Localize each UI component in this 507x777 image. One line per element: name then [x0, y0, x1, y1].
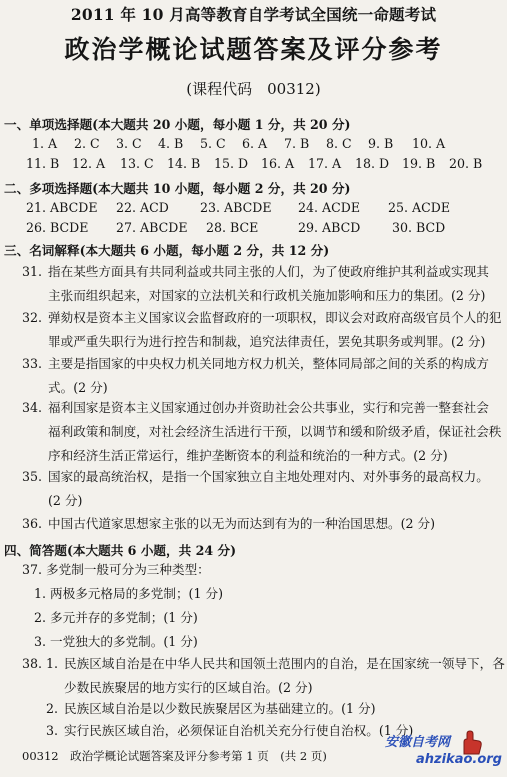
answer: 26. BCDE	[26, 220, 89, 235]
question-38-point-2: 2. 民族区域自治是以少数民族聚居区为基础建立的。(1 分)	[46, 701, 376, 716]
exam-line: 2011 年 10 月高等教育自学考试全国统一命题考试	[70, 5, 437, 24]
definition-34: 34. 福利国家是资本主义国家通过创办并资助社会公共事业，实行和完善一整套社会 福利政策和制度，对社会经济生活进行干预，以调节和缓和阶级矛盾，保证社会秩 序和经济生活正常运行，维护垄断资本的利益和统治的一种方式。(2 分)	[22, 400, 502, 463]
answer: 1. A	[32, 136, 58, 151]
answer: 15. D	[214, 156, 249, 171]
answer: 23. ABCDE	[200, 200, 272, 215]
question-38-point-1: 38. 1. 民族区域自治是在中华人民共和国领土范围内的自治，是在国家统一领导下，各 少数民族聚居的地方实行的区域自治。(2 分)	[22, 656, 505, 695]
answer: 8. C	[326, 136, 352, 151]
answer: 9. B	[368, 136, 394, 151]
page-footer: 00312 政治学概论试题答案及评分参考第 1 页 (共 2 页)	[22, 749, 327, 763]
question-37-point: 3. 一党独大的多党制。(1 分)	[34, 634, 198, 649]
answer: 12. A	[72, 156, 106, 171]
definition-36: 36. 中国古代道家思想家主张的以无为而达到有为的一种治国思想。(2 分)	[22, 516, 436, 531]
answer: 22. ACD	[116, 200, 169, 215]
answer: 29. ABCD	[298, 220, 361, 235]
question-37-stem: 37. 多党制一般可分为三种类型：	[22, 562, 210, 577]
answer: 6. A	[242, 136, 268, 151]
site-watermark	[368, 728, 504, 774]
answer: 2. C	[74, 136, 100, 151]
question-38-point-3: 3. 实行民族区域自治，必须保证自治机关充分行使自治权。(1 分)	[46, 723, 414, 738]
course-code: (课程代码 00312)	[186, 80, 321, 98]
section2-row1	[0, 200, 507, 220]
page-title: 政治学概论试题答案及评分参考	[64, 35, 443, 64]
answer: 19. B	[402, 156, 436, 171]
section1-row2	[0, 156, 507, 176]
answer: 18. D	[355, 156, 390, 171]
definition-31: 31. 指在某些方面具有共同利益或共同主张的人们，为了使政府维护其利益或实现其 主张而组织起来，对国家的立法机关和行政机关施加影响和压力的集团。(2 分)	[22, 264, 489, 303]
answer: 14. B	[167, 156, 201, 171]
answer: 25. ACDE	[388, 200, 451, 215]
section4-heading: 四、简答题(本大题共 6 小题，共 24 分)	[4, 543, 237, 558]
answer: 16. A	[261, 156, 295, 171]
section3-heading: 三、名词解释(本大题共 6 小题，每小题 2 分，共 12 分)	[4, 243, 330, 258]
section2-heading: 二、多项选择题(本大题共 10 小题，每小题 2 分，共 20 分)	[4, 181, 351, 196]
answer: 7. B	[284, 136, 310, 151]
watermark-site-name: 安徽自考网	[384, 735, 450, 750]
answer: 20. B	[449, 156, 483, 171]
answer: 27. ABCDE	[116, 220, 188, 235]
answer: 30. BCD	[392, 220, 446, 235]
definition-33: 33. 主要是指国家的中央权力机关同地方权力机关，整体同局部之间的关系的构成方 式。(2 分)	[22, 356, 489, 395]
section1-row1	[0, 136, 507, 156]
answer: 13. C	[120, 156, 154, 171]
definition-35: 35. 国家的最高统治权，是指一个国家独立自主地处理对内、对外事务的最高权力。 (2 分)	[22, 469, 489, 508]
section1-heading: 一、单项选择题(本大题共 20 小题，每小题 1 分，共 20 分)	[4, 117, 351, 132]
answer: 28. BCE	[206, 220, 259, 235]
watermark-site-url: ahzikao.org	[416, 752, 502, 767]
question-37-point: 2. 多元并存的多党制；(1 分)	[34, 610, 198, 625]
answer: 17. A	[308, 156, 342, 171]
answer: 10. A	[412, 136, 446, 151]
question-37-point: 1. 两极多元格局的多党制；(1 分)	[34, 586, 223, 601]
answer: 21. ABCDE	[26, 200, 98, 215]
answer: 24. ACDE	[298, 200, 361, 215]
answer: 11. B	[26, 156, 60, 171]
section2-row2	[0, 220, 507, 240]
answer: 4. B	[158, 136, 184, 151]
answer: 5. C	[200, 136, 226, 151]
definition-32: 32. 弹劾权是资本主义国家议会监督政府的一项职权，即议会对政府高级官员个人的犯 罪或严重失职行为进行控告和制裁，追究法律责任，罢免其职务或判罪。(2 分)	[22, 310, 502, 349]
answer: 3. C	[116, 136, 142, 151]
